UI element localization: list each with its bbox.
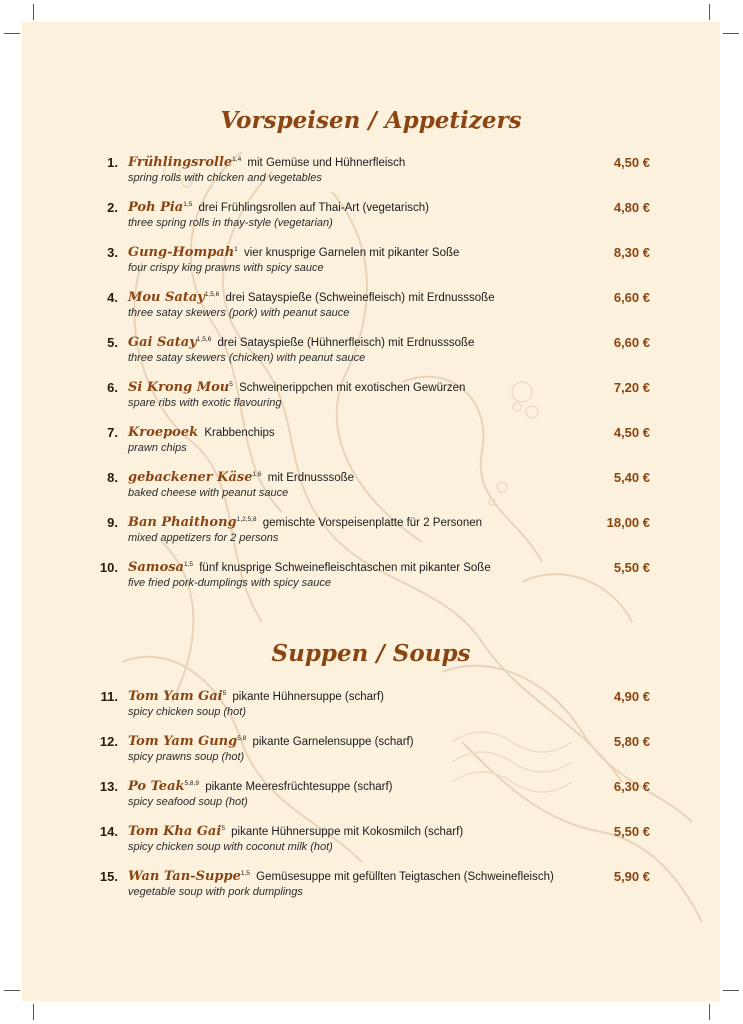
item-description-en: prawn chips xyxy=(128,442,187,454)
item-number: 6. xyxy=(107,380,118,395)
allergen-codes: 5 xyxy=(222,690,227,698)
item-number: 12. xyxy=(99,734,118,749)
item-price: 6,30 € xyxy=(613,779,650,794)
item-line xyxy=(128,689,384,704)
item-line xyxy=(128,824,463,839)
item-description-en: five fried pork-dumplings with spicy sauce xyxy=(128,577,331,589)
item-description-en: four crispy king prawns with spicy sauce xyxy=(128,262,324,274)
allergen-codes: 1,5,6 xyxy=(204,291,220,299)
crop-mark xyxy=(709,4,710,20)
allergen-codes: 1,6 xyxy=(252,471,262,479)
item-description-de: mit Gemüse und Hühnerfleisch xyxy=(247,157,406,169)
menu-item xyxy=(22,689,720,729)
item-description-de: fünf knusprige Schweinefleischtaschen mit pikanter Soße xyxy=(199,562,491,574)
item-price: 5,40 € xyxy=(613,470,650,485)
item-price: 4,50 € xyxy=(613,425,650,440)
item-number: 2. xyxy=(107,200,118,215)
item-number: 1. xyxy=(107,155,118,170)
item-description-en: vegetable soup with pork dumplings xyxy=(128,886,303,898)
allergen-codes: 1 xyxy=(234,246,238,254)
crop-mark xyxy=(4,990,20,991)
item-line xyxy=(128,155,405,170)
item-description-de: Krabbenchips xyxy=(204,427,275,439)
item-price: 5,80 € xyxy=(613,734,650,749)
item-price: 5,50 € xyxy=(613,824,650,839)
item-name: Kroepoek xyxy=(128,425,199,440)
menu-item xyxy=(22,470,720,510)
item-line xyxy=(128,470,354,485)
item-description-en: baked cheese with peanut sauce xyxy=(128,487,289,499)
menu-item xyxy=(22,560,720,600)
item-name: Gung-Hompah xyxy=(128,245,235,260)
item-number: 8. xyxy=(107,470,118,485)
item-description-en: spring rolls with chicken and vegetables xyxy=(128,172,322,184)
menu-item xyxy=(22,380,720,420)
item-description-de: drei Satayspieße (Schweinefleisch) mit Erdnusssoße xyxy=(225,292,495,304)
menu-item xyxy=(22,779,720,819)
item-number: 11. xyxy=(100,689,118,704)
item-line xyxy=(128,335,474,350)
item-number: 9. xyxy=(107,515,118,530)
item-name: Tom Yam Gai xyxy=(128,689,223,704)
menu-item xyxy=(22,869,720,909)
item-description-de: Schweinerippchen mit exotischen Gewürzen xyxy=(239,382,466,394)
item-description-en: mixed appetizers for 2 persons xyxy=(128,532,279,544)
allergen-codes: 1,2,5,8 xyxy=(236,516,257,524)
item-line xyxy=(128,779,392,794)
menu-item xyxy=(22,734,720,774)
item-name: Mou Satay xyxy=(128,290,205,305)
item-line xyxy=(128,425,275,440)
item-number: 5. xyxy=(107,335,118,350)
item-line xyxy=(128,734,414,749)
item-price: 18,00 € xyxy=(606,515,650,530)
item-description-de: pikante Hühnersuppe (scharf) xyxy=(232,691,384,703)
item-line xyxy=(128,290,495,305)
item-number: 15. xyxy=(99,869,118,884)
item-number: 3. xyxy=(107,245,118,260)
crop-mark xyxy=(4,33,20,34)
item-price: 8,30 € xyxy=(613,245,650,260)
item-line xyxy=(128,560,491,575)
item-name: Gai Satay xyxy=(128,335,197,350)
crop-mark xyxy=(709,1004,710,1020)
item-number: 14. xyxy=(99,824,118,839)
menu-item xyxy=(22,245,720,285)
item-price: 5,90 € xyxy=(613,869,650,884)
item-name: Ban Phaithong xyxy=(128,515,237,530)
crop-mark xyxy=(33,4,34,20)
allergen-codes: 5 xyxy=(229,381,233,389)
item-name: Poh Pia xyxy=(128,200,184,215)
item-line xyxy=(128,869,554,884)
item-description-de: pikante Garnelensuppe (scharf) xyxy=(252,736,414,748)
menu-item xyxy=(22,155,720,195)
item-number: 7. xyxy=(107,425,118,440)
item-description-en: spicy chicken soup (hot) xyxy=(128,706,246,718)
allergen-codes: 5,8 xyxy=(237,735,247,743)
item-line xyxy=(128,245,459,260)
item-name: Tom Kha Gai xyxy=(128,824,222,839)
allergen-codes: 5,8,9 xyxy=(184,780,199,788)
menu-item xyxy=(22,290,720,330)
item-description-de: Gemüsesuppe mit gefüllten Teigtaschen (Schweinefleisch) xyxy=(256,871,554,883)
item-price: 4,80 € xyxy=(613,200,650,215)
item-description-de: pikante Hühnersuppe mit Kokosmilch (scharf) xyxy=(231,826,464,838)
item-name: Samosa xyxy=(128,560,184,575)
item-description-de: gemischte Vorspeisenplatte für 2 Personen xyxy=(262,517,483,529)
item-description-de: pikante Meeresfrüchtesuppe (scharf) xyxy=(205,781,393,793)
allergen-codes: 1,5 xyxy=(240,870,250,878)
menu-item xyxy=(22,335,720,375)
section-title-soups: Suppen / Soups xyxy=(271,640,471,667)
menu-page xyxy=(22,22,720,1001)
item-description-en: spare ribs with exotic flavouring xyxy=(128,397,282,409)
section-title-appetizers: Vorspeisen / Appetizers xyxy=(220,107,522,134)
allergen-codes: 1,5 xyxy=(183,201,193,209)
item-description-en: spicy chicken soup with coconut milk (hot) xyxy=(128,841,333,853)
item-name: Tom Yam Gung xyxy=(128,734,238,749)
item-description-de: vier knusprige Garnelen mit pikanter Soße xyxy=(244,247,460,259)
item-name: Wan Tan-Suppe xyxy=(128,869,241,884)
crop-mark xyxy=(723,990,739,991)
menu-item xyxy=(22,824,720,864)
allergen-codes: 5 xyxy=(221,825,225,833)
item-price: 7,20 € xyxy=(613,380,650,395)
item-number: 4. xyxy=(107,290,118,305)
item-description-en: spicy seafood soup (hot) xyxy=(128,796,248,808)
item-name: Frühlingsrolle xyxy=(128,155,233,170)
crop-mark xyxy=(33,1004,34,1020)
item-number: 10. xyxy=(99,560,118,575)
item-description-en: three satay skewers (pork) with peanut sauce xyxy=(128,307,350,319)
item-price: 6,60 € xyxy=(613,335,650,350)
item-name: Po Teak xyxy=(128,779,185,794)
item-number: 13. xyxy=(99,779,118,794)
allergen-codes: 1,4 xyxy=(232,156,242,164)
item-description-en: spicy prawns soup (hot) xyxy=(128,751,245,763)
crop-mark xyxy=(723,33,739,34)
menu-item xyxy=(22,515,720,555)
menu-item xyxy=(22,200,720,240)
item-name: gebackener Käse xyxy=(128,470,253,485)
allergen-codes: 1,5 xyxy=(183,561,194,569)
item-price: 5,50 € xyxy=(613,560,650,575)
item-description-de: drei Frühlingsrollen auf Thai-Art (vegetarisch) xyxy=(198,202,429,214)
item-price: 6,60 € xyxy=(613,290,650,305)
item-description-en: three spring rolls in thay-style (vegetarian) xyxy=(128,217,333,229)
item-price: 4,90 € xyxy=(613,689,650,704)
item-line xyxy=(128,380,465,395)
item-description-en: three satay skewers (chicken) with peanut sauce xyxy=(128,352,366,364)
menu-item xyxy=(22,425,720,465)
item-description-de: drei Satayspieße (Hühnerfleisch) mit Erdnusssoße xyxy=(217,337,475,349)
item-price: 4,50 € xyxy=(613,155,650,170)
item-line xyxy=(128,515,482,530)
allergen-codes: 1,5,6 xyxy=(196,336,212,344)
item-name: Si Krong Mou xyxy=(128,380,230,395)
item-line xyxy=(128,200,429,215)
item-description-de: mit Erdnusssoße xyxy=(267,472,355,484)
